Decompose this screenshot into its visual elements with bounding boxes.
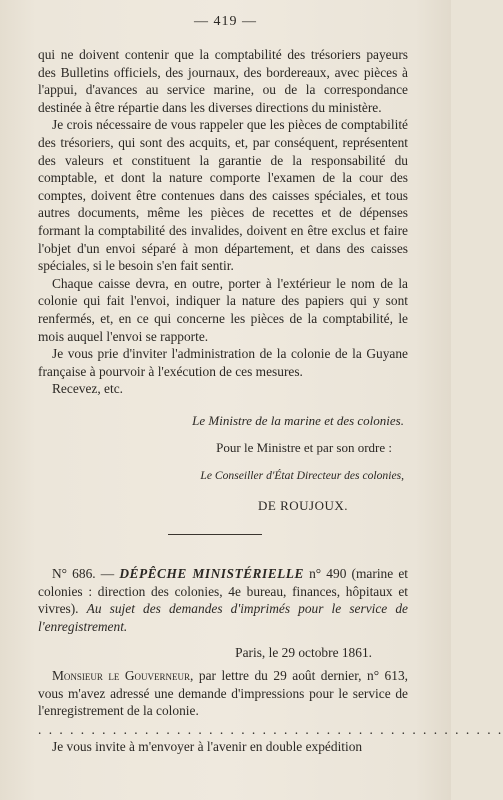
dispatch-body xyxy=(38,667,408,720)
section-divider xyxy=(168,534,262,535)
dispatch-body-text: par lettre du 29 août dernier, n° 613, vous m'avez adressé une demande d'impressions pour le service de l'enregistrement de la colonie. xyxy=(38,668,408,719)
dispatch-dateline: Paris, le 29 octobre 1861. xyxy=(235,644,372,660)
paragraph-continuation: qui ne doivent contenir que la comptabilité des trésoriers payeurs des Bulletins officiels, des journaux, des bordereaux, avec pièces à l'appui, d'avances au service marine, ou de la correspondance destinée à être répartie dans les diverses directions du ministère. xyxy=(38,47,408,115)
paragraph-crate-labeling: Chaque caisse devra, en outre, porter à l'extérieur le nom de la colonie qui fait l'envoi, indiquer la nature des papiers qui y sont renfermés, et, en ce qui concerne les pièces de la comptabilité, le mois auquel l'envoi se rapporte. xyxy=(38,275,408,344)
dispatch-heading xyxy=(38,565,408,635)
paragraph-guyane-request: Je vous prie d'inviter l'administration de la colonie de la Guyane française à pourvoir à l'exécution de ces mesures. xyxy=(38,346,408,379)
signature-minister: Le Ministre de la marine et des colonies. xyxy=(192,412,404,428)
dispatch-last-line: Je vous invite à m'envoyer à l'avenir en double expédition xyxy=(52,739,363,754)
dispatch-number: N° 686. — xyxy=(52,566,115,582)
signature-order: Pour le Ministre et par son ordre : xyxy=(216,440,392,456)
page-number: — 419 — xyxy=(194,14,257,29)
ellipsis-line: . . . . . . . . . . . . . . . . . . . . . . . . . . . . . . . . . . . . . . . . . . . . xyxy=(38,722,503,737)
paragraph-accounting-reminder: Je crois nécessaire de vous rappeler que les pièces de comptabilité des trésoriers, qui sont des acquits, et, par conséquent, représentent des valeurs et constituent la garantie de la responsabilité du comptable, et dont la nature comporte l'examen de la cour des comptes, doivent être contenues dans des caisses spéciales, et tous autres documents, même les pièces de recettes et de dépenses formant la comptabilité des invalides, doivent en être exclus et faire l'objet d'un envoi séparé à mon département, et dans des caisses spéciales, si le besoin s'en fait sentir. xyxy=(38,117,408,274)
dispatch-title: DÉPÊCHE MINISTÉRIELLE xyxy=(119,566,304,582)
dispatch-section xyxy=(38,565,503,755)
dispatch-details: n° 490 (marine et colonies : direction des colonies, 4e bureau, finances, hôpitaux et vivres). xyxy=(38,566,409,617)
paragraph-closing: Recevez, etc. xyxy=(52,381,123,397)
dispatch-subject: Au sujet des demandes d'imprimés pour le service de l'enregistrement. xyxy=(38,601,408,635)
signature-name: DE ROUJOUX. xyxy=(258,497,348,513)
signature-conseiller: Le Conseiller d'État Directeur des colonies, xyxy=(200,469,404,483)
dispatch-salutation: Monsieur le Gouverneur, xyxy=(52,668,194,684)
page-content xyxy=(38,46,503,756)
